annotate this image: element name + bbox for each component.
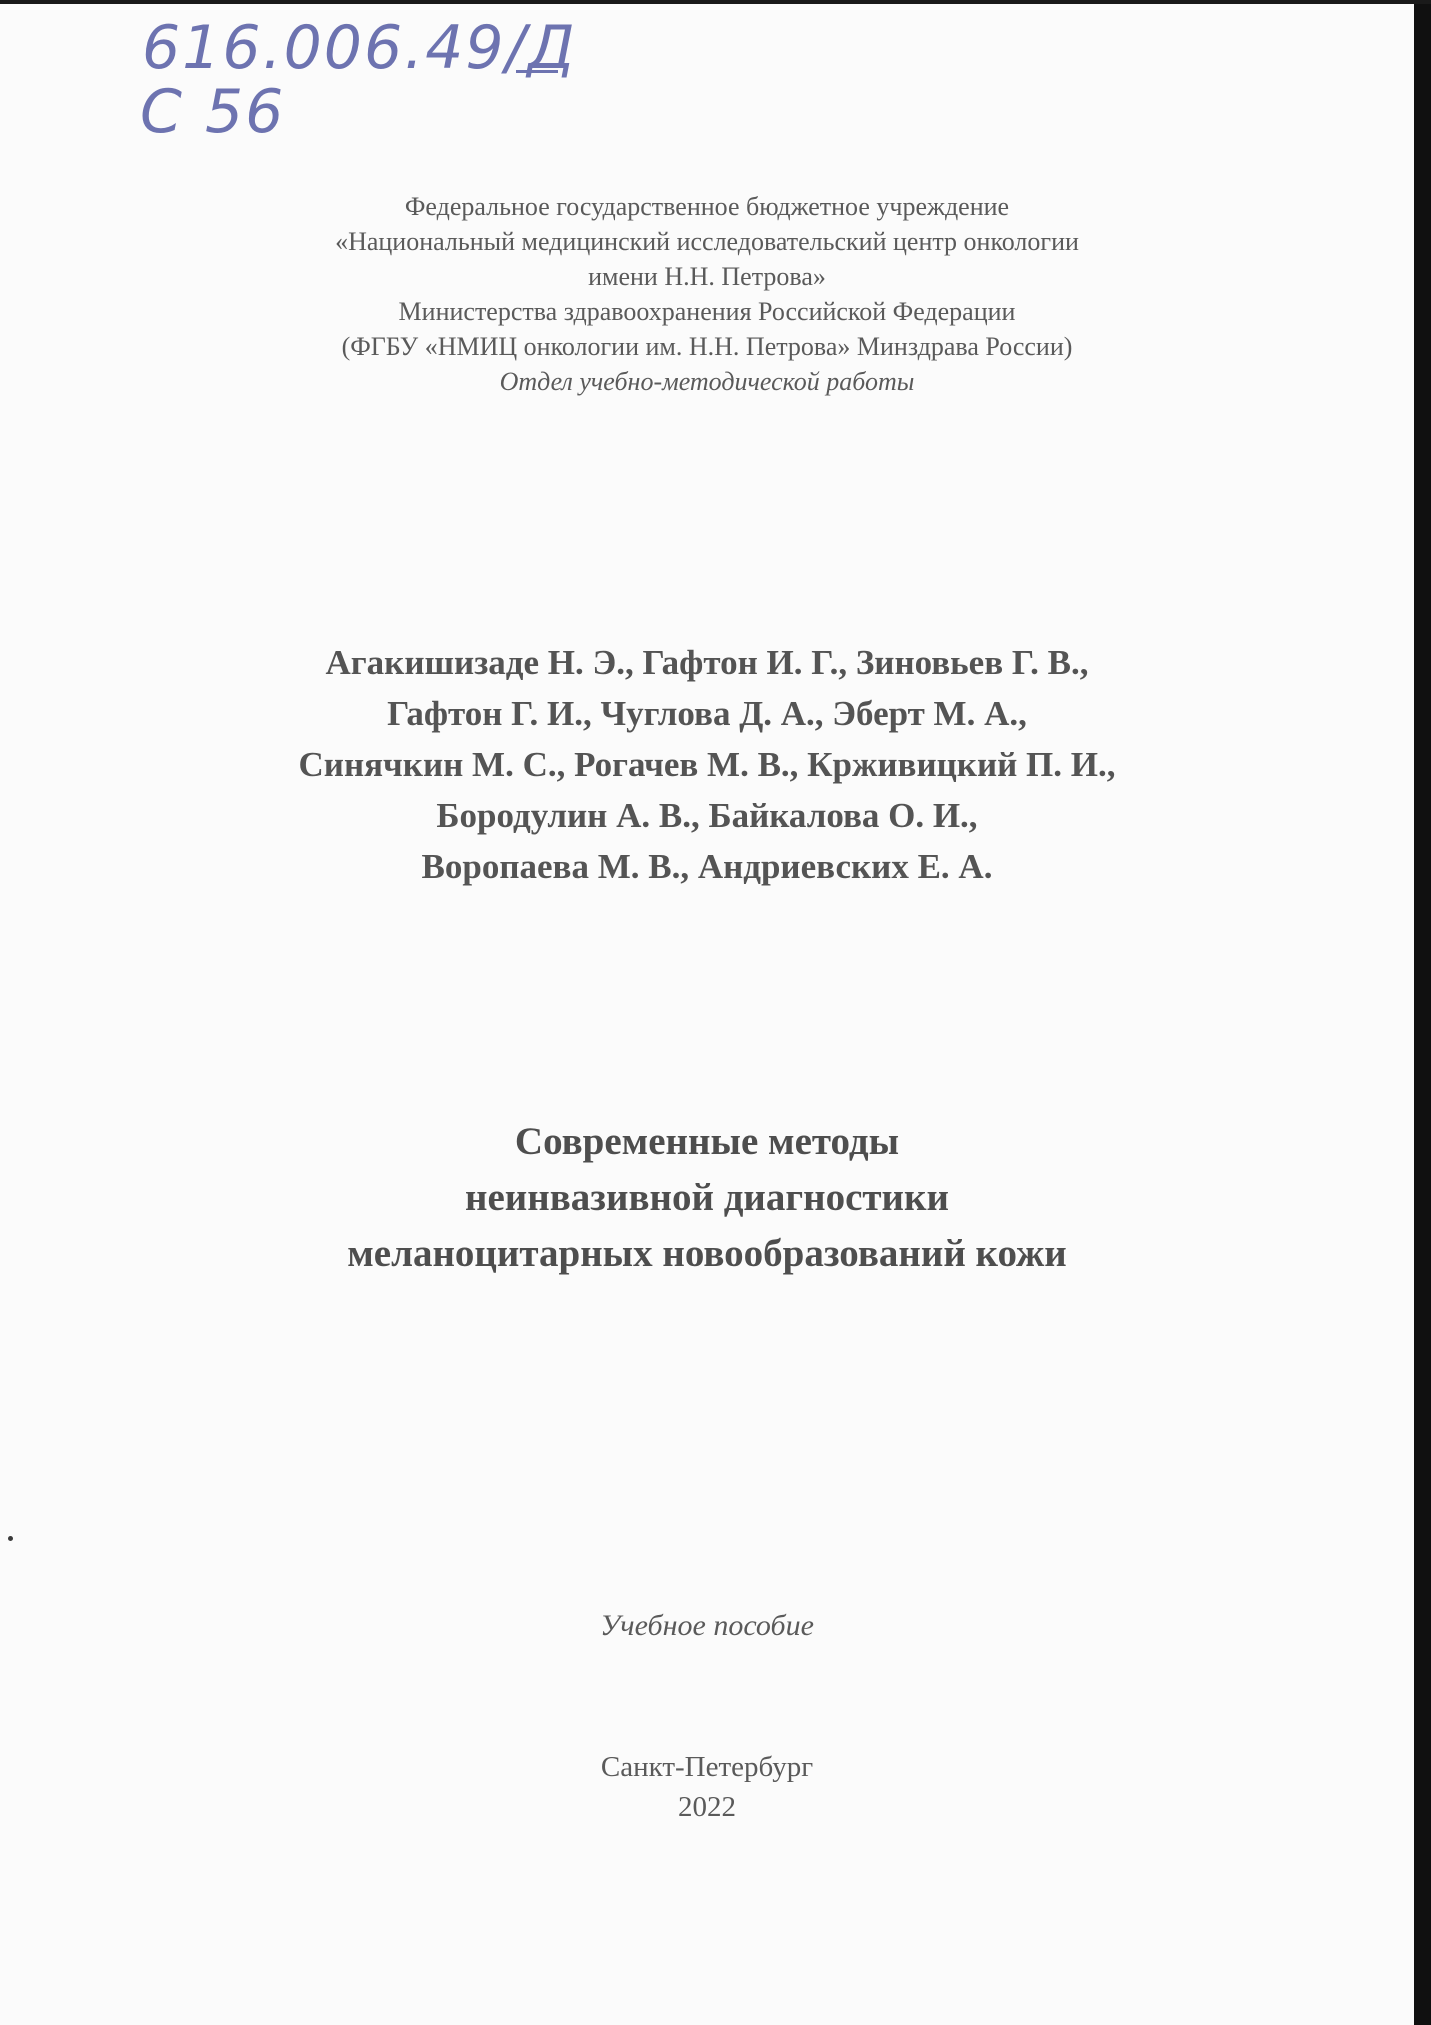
author-line: Агакишизаде Н. Э., Гафтон И. Г., Зиновьев Г. В., [325,643,1089,682]
institution-header [0,189,1414,399]
institution-line: (ФГБУ «НМИЦ онкологии им. Н.Н. Петрова» Минздрава России) [341,332,1073,361]
institution-line: имени Н.Н. Петрова» [588,262,826,291]
publication-year: 2022 [678,1791,736,1823]
publication-type [0,1606,1414,1646]
title-line: неинвазивной диагностики [465,1176,949,1219]
title-line: Современные методы [514,1120,900,1163]
scan-speck [8,1536,13,1541]
title-line: меланоцитарных новообразований кожи [347,1232,1067,1275]
scan-border-top [0,0,1431,4]
author-line: Гафтон Г. И., Чуглова Д. А., Эберт М. А., [387,694,1027,733]
handwritten-classification-code: 616.006.49/Д [142,13,577,83]
author-line: Синячкин М. С., Рогачев М. В., Крживицкий П. И., [298,745,1116,784]
author-line: Бородулин А. В., Байкалова О. И., [436,796,978,835]
subtitle-text: Учебное пособие [600,1609,814,1642]
institution-line: Министерства здравоохранения Российской Федерации [398,297,1016,326]
author-list [0,637,1414,892]
department-name: Отдел учебно-методической работы [499,367,915,396]
scan-border-right [1414,0,1431,2025]
author-line: Воропаева М. В., Андриевских Е. А. [421,847,993,886]
institution-line: Федеральное государственное бюджетное учреждение [404,192,1010,221]
publication-city: Санкт-Петербург [600,1751,814,1783]
institution-line: «Национальный медицинский исследовательский центр онкологии [335,227,1079,256]
book-title [0,1114,1414,1282]
handwritten-underline-mark [516,70,558,73]
imprint [0,1747,1414,1827]
handwritten-author-mark: С 56 [140,77,286,147]
